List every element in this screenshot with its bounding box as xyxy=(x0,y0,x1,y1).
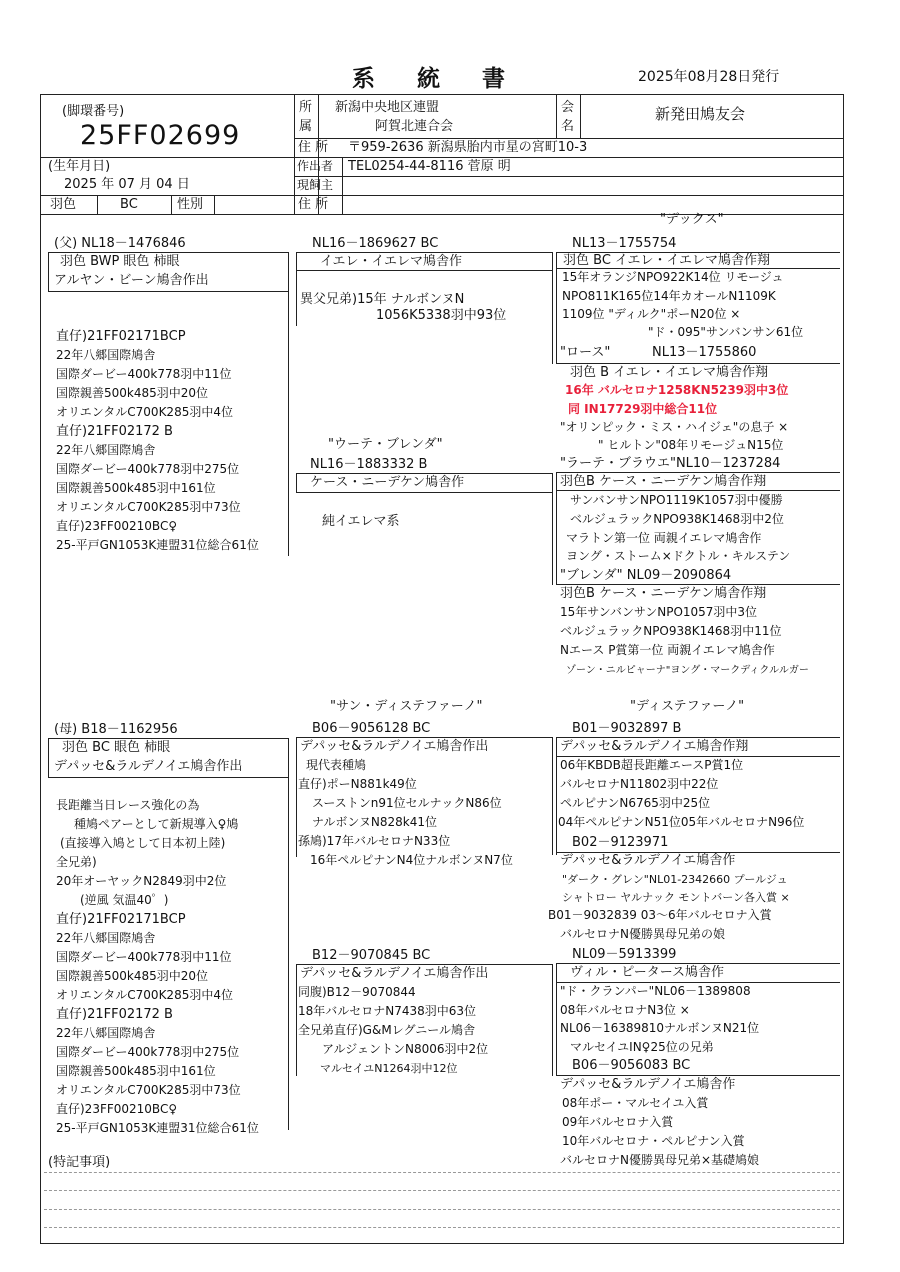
dd-note-5: マルセイユN1264羽中12位 xyxy=(320,1062,458,1075)
breeder-label: 作出者 xyxy=(297,159,334,173)
ds-note-6: 16年ペルピナンN4位ナルボンヌN7位 xyxy=(310,853,513,867)
sss-note-2: NPO811K165位14年カオールN1109K xyxy=(562,289,776,303)
ds-note-3: スーストンn91位セルナックN86位 xyxy=(312,796,502,810)
ssd-note-1: "オリンピック・ミス・ハイジェ"の息子 × xyxy=(560,420,789,434)
address: 〒959-2636 新潟県胎内市星の宮町10-3 xyxy=(348,140,588,155)
ds-note-4: ナルボンヌN828k41位 xyxy=(312,815,438,829)
sdd-note-4: ゾーン・ニルピャーナ"ヨング・マークディクルルガー xyxy=(566,665,809,676)
sss-note-3: 1109位 "ディルク"ポーN20位 × xyxy=(562,307,741,321)
sire-breeder: アルヤン・ビーン鳩舎作出 xyxy=(54,273,209,288)
dss-note-2: バルセロナN11802羽中22位 xyxy=(560,777,719,791)
dss-note-1: 06年KBDB超長距離エースP賞1位 xyxy=(560,758,744,772)
address2-label: 住 所 xyxy=(298,197,329,212)
affiliation-1: 新潟中央地区連盟 xyxy=(335,100,440,115)
dss-note-3: ペルピナンN6765羽中25位 xyxy=(560,796,711,810)
sds-note-2: ベルジュラックNPO938K1468羽中2位 xyxy=(570,512,784,526)
dd-note-3: 全兄弟直仔)G&Mレグニール鳩舎 xyxy=(298,1023,475,1037)
sdd-ring: "ブレンダ" NL09－2090864 xyxy=(560,568,732,583)
affiliation-label-1: 所 xyxy=(299,100,313,115)
dds-note-2: 08年バルセロナN3位 × xyxy=(560,1003,690,1017)
sdd-note-2: ベルジュラックNPO938K1468羽中11位 xyxy=(560,624,782,638)
color-value: BC xyxy=(120,197,138,212)
dsd-note-1: "ダーク・グレン"NL01-2342660 プールジュ xyxy=(562,873,788,886)
issue-date: 2025年08月28日発行 xyxy=(638,69,780,85)
sss-loft: 羽色 BC イエレ・イエレマ鳩舎作翔 xyxy=(563,253,770,268)
breeder-contact: TEL0254-44-8116 菅原 明 xyxy=(348,159,511,174)
dd-note-4: アルジェントンN8006羽中2位 xyxy=(322,1042,489,1056)
address-label: 住 所 xyxy=(298,140,329,155)
ds-ring: B06－9056128 BC xyxy=(312,721,431,736)
ring-number: 25FF02699 xyxy=(80,120,241,151)
sd-ring: NL16－1883332 B xyxy=(310,457,428,472)
ds-note-5: 孫鳩)17年バルセロナN33位 xyxy=(298,834,451,848)
dam-breeder: デパッセ&ラルデノイエ鳩舎作出 xyxy=(54,759,243,774)
dsd-note-3: B01－9032839 03～6年バルセロナ入賞 xyxy=(548,908,772,922)
ddd-note-3: 10年バルセロナ・ペルピナン入賞 xyxy=(562,1134,745,1148)
ds-note-2: 直仔)ポーN881k49位 xyxy=(298,777,417,791)
dss-note-4: 04年ペルピナンN51位05年バルセロナN96位 xyxy=(558,815,805,829)
color-label: 羽色 xyxy=(50,197,77,212)
owner-label: 現飼主 xyxy=(297,178,334,192)
sd-name: "ウーテ・ブレンダ" xyxy=(328,437,443,452)
club-label-2: 名 xyxy=(561,119,575,134)
page-title: 系統書 xyxy=(352,66,547,92)
dsd-loft: デパッセ&ラルデノイエ鳩舎作 xyxy=(560,853,736,868)
ssd-name: "ロース" xyxy=(560,345,611,360)
dsd-note-4: バルセロナN優勝異母兄弟の娘 xyxy=(560,927,725,941)
sds-note-4: ヨング・ストーム×ドクトル・キルステン xyxy=(566,549,791,563)
ds-loft: デパッセ&ラルデノイエ鳩舎作出 xyxy=(300,739,489,754)
ddd-note-1: 08年ポー・マルセイユ入賞 xyxy=(562,1096,709,1110)
dd-ring: B12－9070845 BC xyxy=(312,948,431,963)
sire-color: 羽色 BWP 眼色 柿眼 xyxy=(60,254,180,269)
sire-ring: (父) NL18－1476846 xyxy=(54,236,186,251)
dds-loft: ヴィル・ピータース鳩舎作 xyxy=(570,965,725,980)
ds-name: "サン・ディステファーノ" xyxy=(330,699,483,714)
ssd-red-2: 同 IN17729羽中総合11位 xyxy=(568,402,718,416)
sdd-note-3: Nエース P賞第一位 両親イエレマ鳩舎作 xyxy=(560,643,775,657)
dam-ring: (母) B18－1162956 xyxy=(54,722,178,737)
sds-ring: "ラーテ・ブラウエ"NL10－1237284 xyxy=(560,456,781,471)
dsd-note-2: シャトロー ヤルナック モントバーン各入賞 × xyxy=(562,891,790,904)
sds-note-3: マラトン第一位 両親イエレマ鳩舎作 xyxy=(566,531,762,545)
dd-note-2: 18年バルセロナN7438羽中63位 xyxy=(298,1004,477,1018)
sss-ring: NL13－1755754 xyxy=(572,236,677,251)
dds-note-4: マルセイユIN♀25位の兄弟 xyxy=(570,1040,714,1054)
birth-label: (生年月日) xyxy=(48,159,111,174)
ring-label: (脚環番号) xyxy=(62,104,125,119)
sdd-loft: 羽色B ケース・ニーデケン鳩舎作翔 xyxy=(560,586,767,601)
sss-name: "デックス" xyxy=(660,212,724,227)
ss-note-2: 1056K5338羽中93位 xyxy=(376,308,507,323)
dd-note-1: 同腹)B12－9070844 xyxy=(298,985,416,999)
remarks-label: (特記事項) xyxy=(48,1155,111,1170)
dd-loft: デパッセ&ラルデノイエ鳩舎作出 xyxy=(300,966,489,981)
ssd-note-2: " ヒルトン"08年リモージュN15位 xyxy=(598,438,784,452)
sds-note-1: サンバンサンNPO1119K1057羽中優勝 xyxy=(570,493,783,507)
club-label-1: 会 xyxy=(561,100,575,115)
sds-loft: 羽色B ケース・ニーデケン鳩舎作翔 xyxy=(560,474,767,489)
ddd-loft: デパッセ&ラルデノイエ鳩舎作 xyxy=(560,1077,736,1092)
sss-note-4: "ド・095"サンバンサン61位 xyxy=(648,325,804,339)
dss-ring: B01－9032897 B xyxy=(572,721,682,736)
ss-ring: NL16－1869627 BC xyxy=(312,236,439,251)
affiliation-2: 阿賀北連合会 xyxy=(375,119,454,134)
sex-label: 性別 xyxy=(177,197,204,212)
ssd-red-1: 16年 バルセロナ1258KN5239羽中3位 xyxy=(565,383,789,397)
dsd-ring: B02－9123971 xyxy=(572,835,669,850)
birth-date: 2025 年 07 月 04 日 xyxy=(64,177,190,192)
ds-note-1: 現代表種鳩 xyxy=(306,758,367,772)
sd-loft: ケース・ニーデケン鳩舎作 xyxy=(310,475,465,490)
dds-note-1: "ド・クランパー"NL06－1389808 xyxy=(560,984,751,998)
ss-loft: イエレ・イエレマ鳩舎作 xyxy=(320,254,462,269)
ddd-ring: B06－9056083 BC xyxy=(572,1058,691,1073)
sss-note-1: 15年オランジNPO922K14位 リモージュ xyxy=(562,270,784,284)
ssd-loft: 羽色 B イエレ・イエレマ鳩舎作翔 xyxy=(570,365,769,380)
ddd-note-2: 09年バルセロナ入賞 xyxy=(562,1115,674,1129)
sdd-note-1: 15年サンバンサンNPO1057羽中3位 xyxy=(560,605,758,619)
dss-name: "ディステファーノ" xyxy=(630,699,745,714)
club-name: 新発田鳩友会 xyxy=(655,105,746,123)
dds-note-3: NL06－16389810ナルボンヌN21位 xyxy=(560,1021,760,1035)
dss-loft: デパッセ&ラルデノイエ鳩舎作翔 xyxy=(560,739,749,754)
dds-ring: NL09－5913399 xyxy=(572,947,677,962)
ss-note-1: 異父兄弟)15年 ナルボンヌN xyxy=(300,292,465,307)
affiliation-label-2: 属 xyxy=(299,119,313,134)
dam-color: 羽色 BC 眼色 柿眼 xyxy=(62,740,171,755)
sd-note: 純イエレマ系 xyxy=(322,514,400,529)
ssd-ring: NL13－1755860 xyxy=(652,345,757,360)
ddd-note-4: バルセロナN優勝異母兄弟×基礎鳩娘 xyxy=(560,1153,760,1167)
